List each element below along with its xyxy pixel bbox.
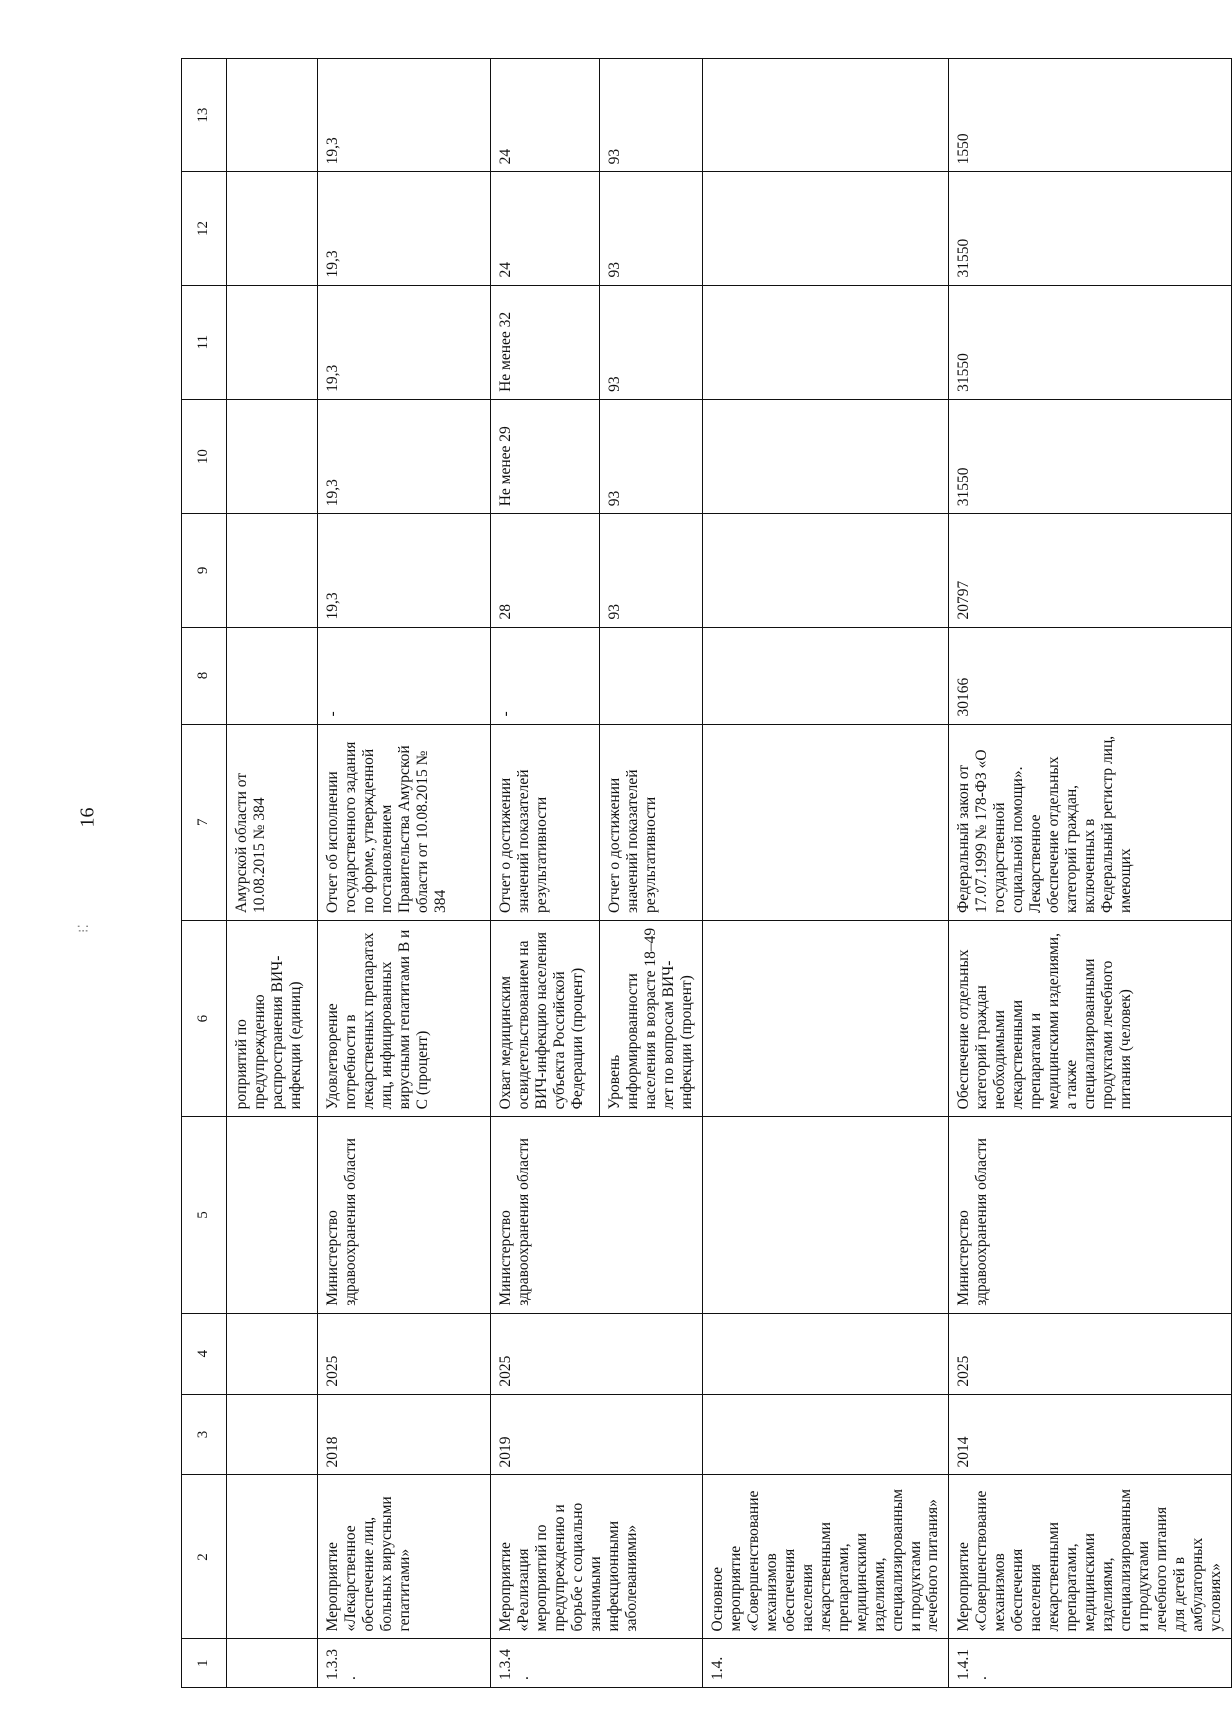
cell-end-year: 2025 [491, 1313, 703, 1394]
cell-value-13: 19,3 [318, 59, 491, 172]
col-header-6: 6 [182, 920, 227, 1116]
cell-value-12 [227, 172, 318, 285]
cell-value-9: 20797 [949, 514, 1232, 627]
header-row [182, 59, 227, 1688]
cell-start-year: 2019 [491, 1394, 703, 1475]
cell-value-11: 19,3 [318, 285, 491, 399]
cell-value-13 [227, 59, 318, 172]
col-header-8: 8 [182, 627, 227, 724]
table-row-1-3-3 [318, 59, 491, 1688]
cell-indicator: Обеспечение отдельных категорий граждан необходимыми лекарственными препаратами и медицинскими изделиями, а также специализированными продуктами лечебного питания (человек) [949, 920, 1232, 1116]
cell-value-8 [227, 627, 318, 724]
cell-executor [227, 1117, 318, 1313]
col-header-2: 2 [182, 1475, 227, 1639]
cell-value-13 [702, 59, 949, 172]
cell-measure: Мероприятие «Лекарственное обеспечение лиц, больных вирусными гепатитами» [318, 1475, 491, 1639]
cell-value-10: 93 [600, 399, 703, 513]
cell-value-8 [702, 627, 949, 724]
cell-value-11: 31550 [949, 285, 1232, 399]
col-header-7: 7 [182, 724, 227, 920]
cell-end-year [702, 1313, 949, 1394]
cell-value-9: 19,3 [318, 514, 491, 627]
cell-value-9 [702, 514, 949, 627]
cell-value-8: - [318, 627, 491, 724]
cell-indicator [702, 920, 949, 1116]
cell-start-year: 2014 [949, 1394, 1232, 1475]
cell-value-11: 93 [600, 285, 703, 399]
col-header-1: 1 [182, 1639, 227, 1688]
col-header-12: 12 [182, 172, 227, 285]
col-header-13: 13 [182, 59, 227, 172]
cell-value-8: - [491, 627, 600, 724]
cell-value-12 [702, 172, 949, 285]
cell-value-11: Не менее 32 [491, 285, 600, 399]
cell-indicator: Охват медицинским освидетельствованием на ВИЧ-инфекцию населения субъекта Российской Федерации (процент) [491, 920, 600, 1116]
col-header-10: 10 [182, 399, 227, 513]
cell-measure: Мероприятие «Совершенствование механизмов обеспечения населения лекарственными препаратами, медицинскими изделиями, специализированными продуктами лечебного питания для детей в амбулаторных условиях» [949, 1475, 1232, 1639]
col-header-11: 11 [182, 285, 227, 399]
scan-artifact: ⁝⁚ [76, 924, 92, 933]
page-number: 16 [76, 807, 99, 828]
cell-source: Амурской области от 10.08.2015 № 384 [227, 724, 318, 920]
table-row-1-4-1 [949, 59, 1232, 1688]
cell-measure: Мероприятие «Реализация мероприятий по предупреждению и борьбе с социально значимыми инфекционными заболеваниями» [491, 1475, 703, 1639]
cell-value-11 [702, 285, 949, 399]
cell-value-12: 31550 [949, 172, 1232, 285]
cell-value-13: 1550 [949, 59, 1232, 172]
cell-value-9: 93 [600, 514, 703, 627]
cell-number: 1.3.3. [318, 1639, 491, 1688]
cell-source: Федеральный закон от 17.07.1999 № 178-ФЗ «О государственной социальной помощи». Лекарственное обеспечение отдельных категорий граждан, включенных в Федеральный регистр лиц, имеющих [949, 724, 1232, 920]
cell-indicator: роприятий по предупреждению распространения ВИЧ-инфекции (единиц) [227, 920, 318, 1116]
cell-number [227, 1639, 318, 1688]
cell-number: 1.4.1. [949, 1639, 1232, 1688]
col-header-3: 3 [182, 1394, 227, 1475]
table-row-1-4 [702, 59, 949, 1688]
cell-measure [227, 1475, 318, 1639]
cell-value-12: 19,3 [318, 172, 491, 285]
table-row-1-3-4 [491, 59, 600, 1688]
cell-value-9: 28 [491, 514, 600, 627]
col-header-4: 4 [182, 1313, 227, 1394]
col-header-9: 9 [182, 514, 227, 627]
cell-number: 1.3.4. [491, 1639, 703, 1688]
program-measures-table [181, 58, 1232, 1688]
cell-value-10 [702, 399, 949, 513]
cell-source [702, 724, 949, 920]
cell-value-12: 24 [491, 172, 600, 285]
cell-value-10: 19,3 [318, 399, 491, 513]
cell-source: Отчет о достижении значений показателей результативности [600, 724, 703, 920]
cell-value-10: 31550 [949, 399, 1232, 513]
cell-measure: Основное мероприятие «Совершенствование механизмов обеспечения населения лекарственными препаратами, медицинскими изделиями, специализированными продуктами лечебного питания» [702, 1475, 949, 1639]
rotated-table-container [181, 58, 1224, 1688]
cell-executor: Министерство здравоохранения области [949, 1117, 1232, 1313]
cell-source: Отчет об исполнении государственного задания по форме, утвержденной постановлением Правительства Амурской области от 10.08.2015 № 384 [318, 724, 491, 920]
cell-indicator: Удовлетворение потребности в лекарственных препаратах лиц, инфицированных вирусными гепатитами В и С (процент) [318, 920, 491, 1116]
cell-value-8: 30166 [949, 627, 1232, 724]
cell-executor [702, 1117, 949, 1313]
cell-start-year: 2018 [318, 1394, 491, 1475]
cell-end-year: 2025 [949, 1313, 1232, 1394]
cell-value-10 [227, 399, 318, 513]
cell-value-11 [227, 285, 318, 399]
cell-start-year [702, 1394, 949, 1475]
cell-value-9 [227, 514, 318, 627]
cell-indicator: Уровень информированности населения в возрасте 18–49 лет по вопросам ВИЧ-инфекции (процент) [600, 920, 703, 1116]
cell-start-year [227, 1394, 318, 1475]
cell-value-13: 24 [491, 59, 600, 172]
table-row-continuation [227, 59, 318, 1688]
cell-value-10: Не менее 29 [491, 399, 600, 513]
cell-end-year [227, 1313, 318, 1394]
cell-executor: Министерство здравоохранения области [491, 1117, 703, 1313]
cell-value-8 [600, 627, 703, 724]
cell-end-year: 2025 [318, 1313, 491, 1394]
col-header-5: 5 [182, 1117, 227, 1313]
cell-value-12: 93 [600, 172, 703, 285]
cell-number: 1.4. [702, 1639, 949, 1688]
cell-executor: Министерство здравоохранения области [318, 1117, 491, 1313]
cell-source: Отчет о достижении значений показателей результативности [491, 724, 600, 920]
cell-value-13: 93 [600, 59, 703, 172]
